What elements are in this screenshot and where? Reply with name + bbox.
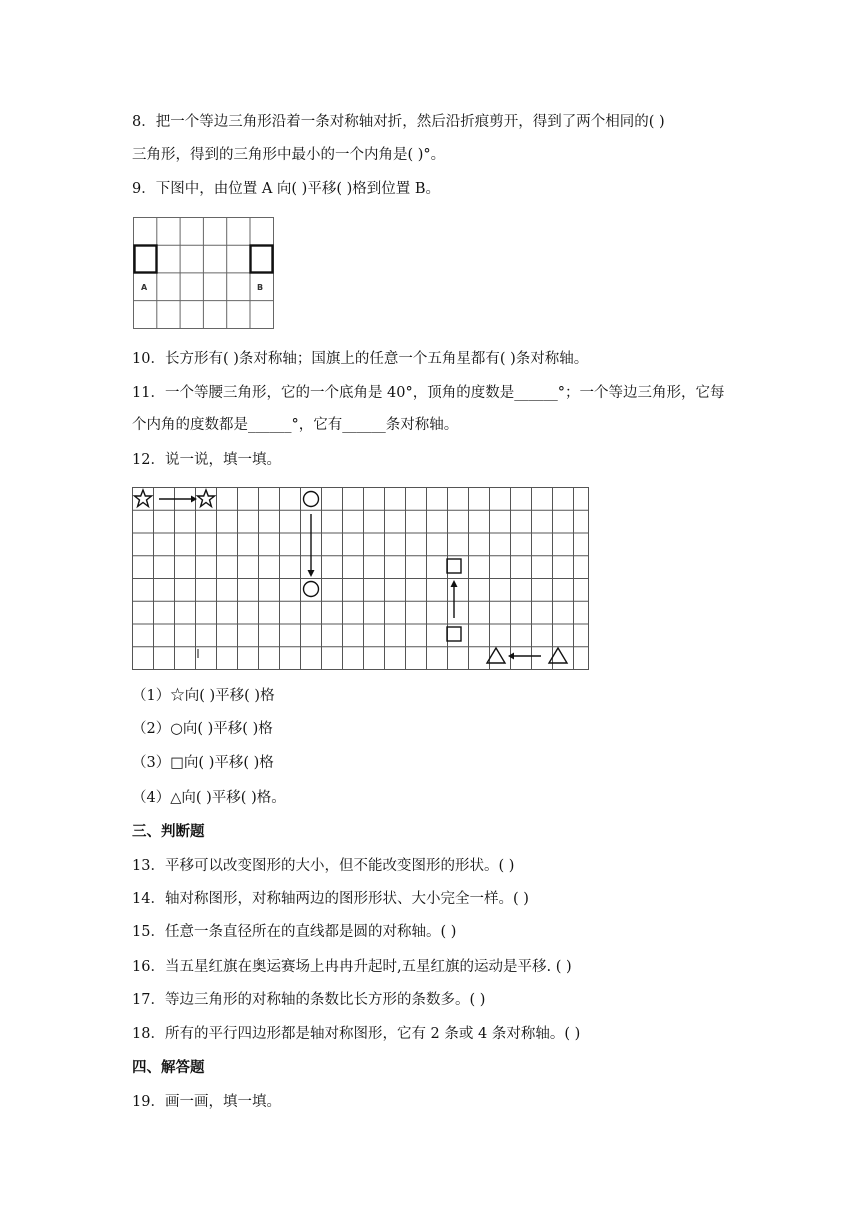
q12-item-1: （1）☆向( )平移( )格 — [132, 688, 275, 704]
q9-label-a: A — [141, 283, 148, 292]
circle-icon-start — [304, 492, 319, 507]
q8-line1: 8．把一个等边三角形沿着一条对称轴对折，然后沿折痕剪开，得到了两个相同的( ) — [132, 114, 665, 130]
q19-text: 19．画一画，填一填。 — [132, 1094, 281, 1110]
star-arrow — [159, 496, 197, 503]
q12-item-3: （3）□向( )平移( )格 — [132, 755, 274, 771]
square-icon-end — [447, 559, 461, 573]
q16-text: 16．当五星红旗在奥运赛场上冉冉升起时,五星红旗的运动是平移. ( ) — [132, 959, 572, 975]
triangle-icon-start — [549, 648, 567, 663]
circle-arrow — [308, 514, 315, 577]
q11-line2: 个内角的度数都是______°，它有______条对称轴。 — [132, 417, 459, 433]
q10-text: 10．长方形有( )条对称轴；国旗上的任意一个五角星都有( )条对称轴。 — [132, 351, 589, 367]
q15-text: 15．任意一条直径所在的直线都是圆的对称轴。( ) — [132, 924, 457, 940]
q12-grid-figure — [131, 486, 591, 672]
square-arrow — [451, 580, 458, 618]
section-3-title: 三、判断题 — [132, 824, 205, 840]
q9-label-b: B — [257, 283, 264, 292]
q13-text: 13．平移可以改变图形的大小，但不能改变图形的形状。( ) — [132, 858, 515, 874]
q17-text: 17．等边三角形的对称轴的条数比长方形的条数多。( ) — [132, 992, 486, 1008]
q12-item-2: （2）○向( )平移( )格 — [132, 721, 273, 737]
q12-item-4: （4）△向( )平移( )格。 — [132, 790, 286, 806]
q9-square-b — [251, 246, 273, 273]
q9-grid-figure — [132, 216, 277, 331]
q18-text: 18．所有的平行四边形都是轴对称图形，它有 2 条或 4 条对称轴。( ) — [132, 1026, 581, 1042]
square-icon-start — [447, 627, 461, 641]
q9-square-a — [135, 246, 157, 273]
circle-icon-end — [304, 582, 319, 597]
q14-text: 14．轴对称图形，对称轴两边的图形形状、大小完全一样。( ) — [132, 891, 529, 907]
q9-text: 9．下图中，由位置 A 向( )平移( )格到位置 B。 — [132, 181, 441, 197]
triangle-arrow — [508, 653, 541, 660]
star-icon-start — [135, 490, 152, 507]
q11-line1: 11．一个等腰三角形，它的一个底角是 40°，顶角的度数是______°；一个等边三角形，它每 — [132, 385, 725, 401]
section-4-title: 四、解答题 — [132, 1060, 205, 1076]
q8-line2: 三角形，得到的三角形中最小的一个内角是( )°。 — [132, 147, 446, 163]
star-icon-end — [198, 490, 215, 507]
q12-text: 12．说一说，填一填。 — [132, 452, 281, 468]
